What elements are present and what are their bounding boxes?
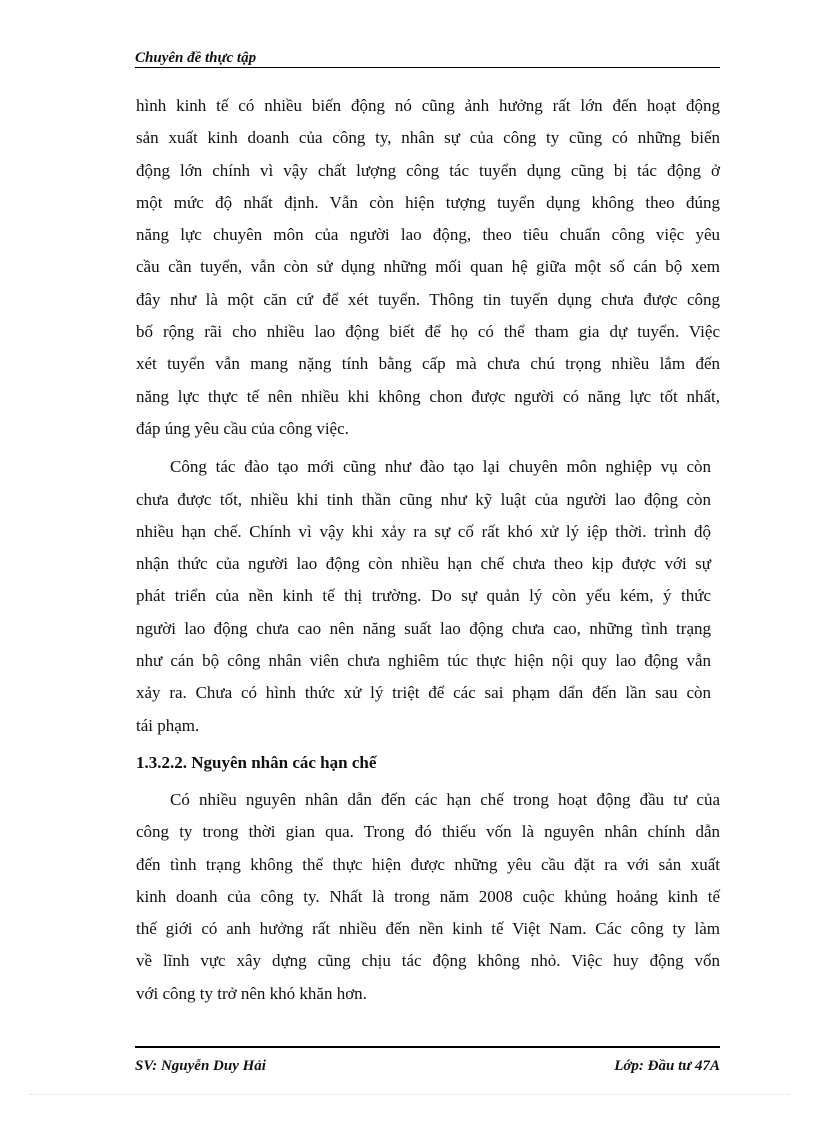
paragraph-1 — [136, 90, 720, 445]
text-line: với công ty trở nên khó khăn hơn. — [136, 983, 367, 1003]
text-line: công ty trong thời gian qua. Trong đó thiếu vốn là nguyên nhân chính dẫn — [136, 822, 720, 842]
text-line: động lớn chính vì vậy chất lượng công tác tuyển dụng cũng bị tác động ở — [136, 160, 720, 180]
page-header — [135, 50, 720, 68]
text-line: đây như là một căn cứ để xét tuyển. Thông tin tuyển dụng chưa được công — [136, 289, 720, 309]
text-line: tái phạm. — [136, 715, 200, 735]
text-line: nhận thức của người lao động còn nhiều hạn chế chưa theo kịp được với sự — [136, 554, 711, 574]
text-line: nhiều hạn chế. Chính vì vậy khi xảy ra sự cố rất khó xử lý iệp thời. trình độ — [136, 521, 711, 541]
text-line: đáp úng yêu cầu của công việc. — [136, 418, 349, 438]
header-title: Chuyên đề thực tập — [135, 50, 257, 66]
paragraph-2 — [136, 451, 711, 742]
text-line: xảy ra. Chưa có hình thức xử lý triệt để các sai phạm dẩn đến lần sau còn — [136, 683, 711, 703]
section-heading: 1.3.2.2. Nguyên nhân các hạn chế — [136, 752, 377, 772]
text-line: Công tác đào tạo mới cũng như đào tạo lại chuyên môn nghiệp vụ còn — [170, 457, 711, 477]
text-line: thế giới có anh hưởng rất nhiều đến nền kinh tế Việt Nam. Các công ty làm — [136, 919, 720, 939]
text-line: cầu cần tuyển, vẫn còn sử dụng những mối quan hệ giữa một số cán bộ xem — [136, 257, 720, 277]
paragraph-3 — [136, 784, 720, 1010]
text-line: xét tuyển vẫn mang nặng tính bằng cấp mà chưa chú trọng nhiều lắm đến — [136, 354, 720, 374]
footer-student: SV: Nguyễn Duy Hải — [135, 1058, 266, 1074]
text-line: sản xuất kinh doanh của công ty, nhân sự của công ty cũng có những biến — [136, 128, 720, 148]
page-edge-divider — [30, 1094, 790, 1095]
text-line: bố rộng rãi cho nhiều lao động biết để họ có thể tham gia dự tuyển. Việc — [136, 322, 720, 342]
text-line: kinh doanh của công ty. Nhất là trong năm 2008 cuộc khủng hoảng kinh tế — [136, 886, 720, 906]
page-footer — [135, 1046, 720, 1088]
text-line: người lao động chưa cao nên năng suất lao động chưa cao, những tình trạng — [136, 618, 711, 638]
text-line: như cán bộ công nhân viên chưa nghiêm túc thực hiện nội quy lao động vẫn — [136, 651, 711, 671]
text-line: chưa được tốt, nhiều khi tinh thần cũng như kỹ luật của người lao động còn — [136, 489, 711, 509]
text-line: hình kinh tế có nhiều biến động nó cũng ảnh hưởng rất lớn đến hoạt động — [136, 96, 720, 115]
text-line: đến tình trạng không thể thực hiện được những yêu cầu đặt ra với sản xuất — [136, 854, 720, 874]
text-line: năng lực thực tế nên nhiều khi không chon được người có năng lực tốt nhất, — [136, 386, 720, 406]
text-line: Có nhiều nguyên nhân dẫn đến các hạn chế trong hoạt động đầu tư của — [170, 789, 720, 809]
text-line: phát triển của nền kinh tế thị trường. Do sự quản lý còn yếu kém, ý thức — [136, 586, 711, 606]
text-line: về lĩnh vực xây dựng cũng chịu tác động không nhỏ. Việc huy động vốn — [136, 951, 720, 971]
text-line: năng lực chuyên môn của người lao động, theo tiêu chuẩn công việc yêu — [136, 225, 720, 245]
text-line: một mức độ nhất định. Vẫn còn hiện tượng tuyển dụng không theo đúng — [136, 192, 720, 212]
document-body — [136, 90, 720, 1010]
footer-class: Lớp: Đầu tư 47A — [614, 1058, 720, 1074]
